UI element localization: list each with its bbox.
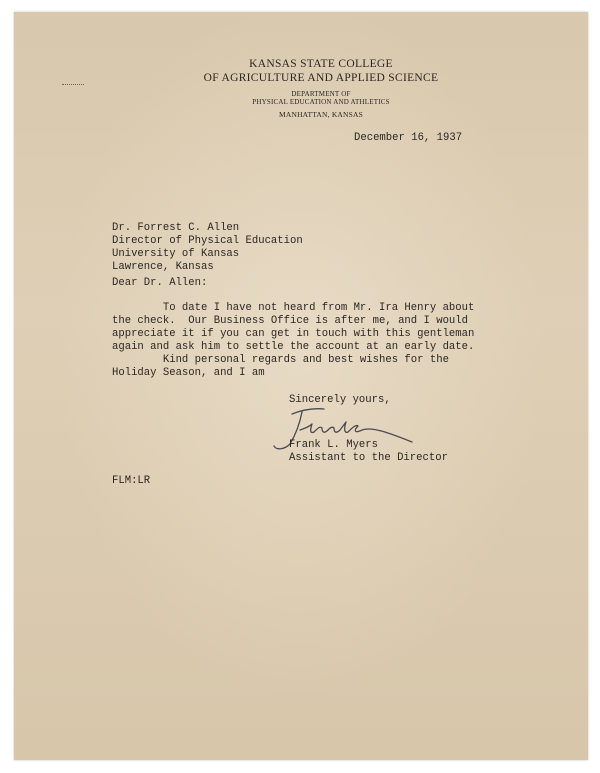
body-paragraph-2 — [112, 354, 449, 380]
letter-page — [14, 12, 588, 760]
letter-date: December 16, 1937 — [354, 132, 463, 144]
recipient-name: Dr. Forrest C. Allen — [112, 222, 240, 234]
letterhead-location: MANHATTAN, KANSAS — [278, 110, 364, 119]
signature-block — [289, 439, 448, 465]
body-line: To date I have not heard from Mr. Ira Henry about — [112, 302, 475, 314]
letterhead-college-subtitle: OF AGRICULTURE AND APPLIED SCIENCE — [203, 72, 439, 84]
letterhead-college: KANSAS STATE COLLEGE — [249, 58, 393, 70]
body-line: Holiday Season, and I am — [112, 367, 265, 379]
signer-title: Assistant to the Director — [289, 452, 448, 464]
body-line: the check. Our Business Office is after me, and I would — [112, 315, 469, 327]
reference-initials: FLM:LR — [112, 475, 151, 487]
recipient-title: Director of Physical Education — [112, 235, 303, 247]
recipient-institution: University of Kansas — [112, 248, 240, 260]
signer-name: Frank L. Myers — [289, 439, 379, 451]
salutation: Dear Dr. Allen: — [112, 277, 208, 289]
body-line: again and ask him to settle the account at an early date. — [112, 341, 475, 353]
letterhead-department: DEPARTMENT OF — [291, 90, 351, 98]
body-line: Kind personal regards and best wishes for the — [112, 354, 449, 366]
letterhead-department-name: PHYSICAL EDUCATION AND ATHLETICS — [252, 98, 390, 106]
body-paragraph-1 — [112, 302, 474, 354]
body-line: appreciate it if you can get in touch with this gentleman — [112, 328, 475, 340]
recipient-address — [112, 222, 303, 274]
closing: Sincerely yours, — [289, 394, 391, 406]
paper-mark — [62, 84, 84, 87]
recipient-city: Lawrence, Kansas — [112, 261, 214, 273]
